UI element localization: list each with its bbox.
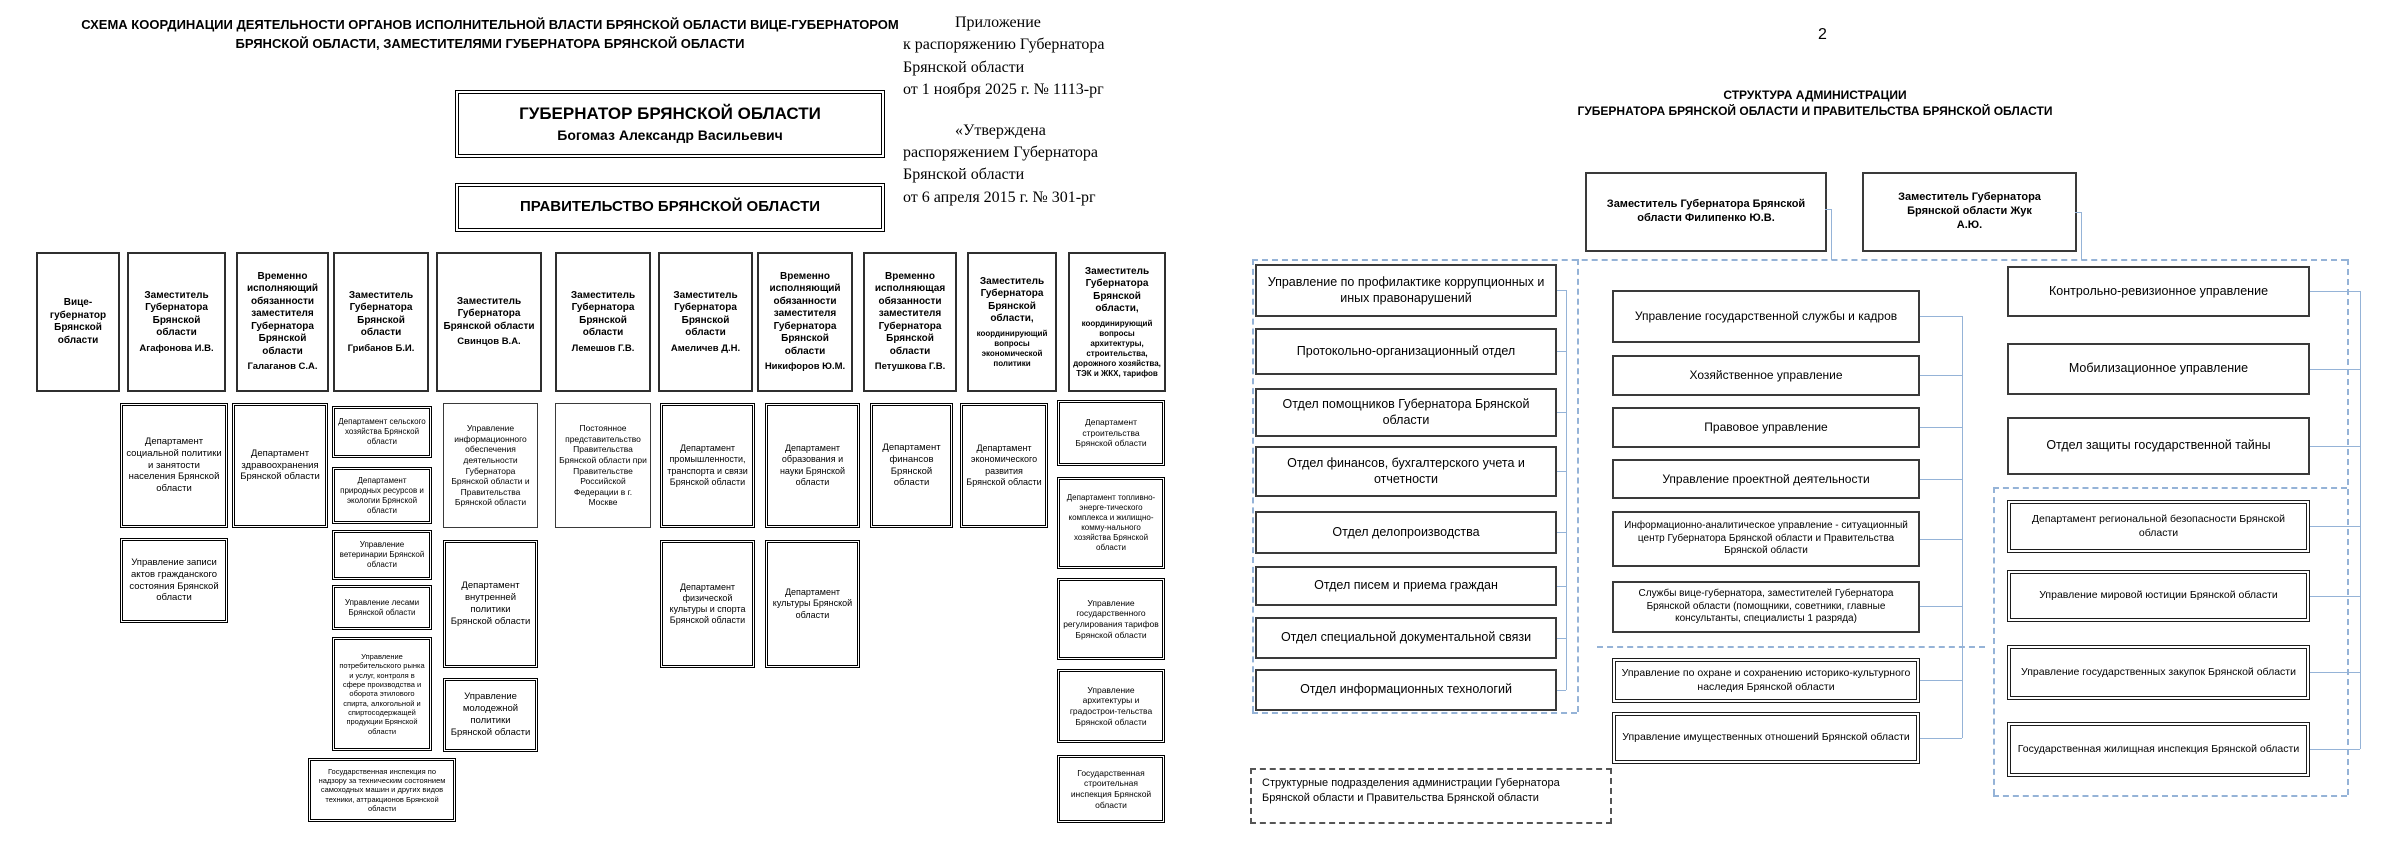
dashed-border-left-column-right — [1577, 259, 1579, 712]
dashed-border-right-column-right — [2347, 259, 2349, 795]
connector-right-spine — [2360, 291, 2361, 749]
unit-housing-inspection: Государственная жилищная инспекция Брянской области — [2007, 722, 2310, 777]
unit-architecture-office: Управление архитектуры и градострои-тельства Брянской области — [1057, 669, 1165, 743]
unit-gostekhnadzor-inspection: Государственная инспекция по надзору за техническим состоянием самоходных машин и других видов техники, аттракционов Брянской области — [308, 758, 456, 822]
unit-regional-security-dept: Департамент региональной безопасности Брянской области — [2007, 500, 2310, 553]
unit-dept-education-science: Департамент образования и науки Брянской области — [765, 403, 860, 528]
unit-dept-finance: Департамент финансов Брянской области — [870, 403, 953, 528]
unit-deputy-services: Службы вице-губернатора, заместителей Губернатора Брянской области (помощники, советники, главные консультанты, специалисты 1 разряда) — [1612, 581, 1920, 633]
connector-stub — [2310, 672, 2360, 673]
unit-dept-social-policy: Департамент социальной политики и занятости населения Брянской области — [120, 403, 228, 528]
connector-left-spine — [1566, 290, 1567, 690]
connector-stub — [2310, 446, 2360, 447]
unit-household-office: Хозяйственное управление — [1612, 355, 1920, 396]
connector-stub — [1557, 351, 1566, 352]
unit-mobilization-office: Мобилизационное управление — [2007, 343, 2310, 395]
unit-anticorruption-office: Управление по профилактике коррупционных и иных правонарушений — [1255, 264, 1557, 317]
dashed-border-middle-column-bottom — [1597, 646, 1985, 648]
unit-letters-department: Отдел писем и приема граждан — [1255, 566, 1557, 606]
deputy-box-vice-governor: Вице-губернатор Брянской области — [36, 252, 120, 392]
connector-stub — [1920, 738, 1962, 739]
unit-records-department: Отдел делопроизводства — [1255, 511, 1557, 554]
unit-dept-industry-transport: Департамент промышленности, транспорта и связи Брянской области — [660, 403, 755, 528]
unit-heritage-protection-office: Управление по охране и сохранению историко-культурного наследия Брянской области — [1612, 658, 1920, 703]
dashed-border-top — [1252, 259, 2347, 261]
deputy-box-filipenko: Заместитель Губернатора Брянской области Филипенко Ю.В. — [1585, 172, 1827, 252]
connector-stub — [1920, 316, 1962, 317]
unit-governor-assistants-department: Отдел помощников Губернатора Брянской области — [1255, 388, 1557, 437]
dashed-border-right-lower-bottom — [1993, 795, 2347, 797]
page1-title: СХЕМА КООРДИНАЦИИ ДЕЯТЕЛЬНОСТИ ОРГАНОВ ИСПОЛНИТЕЛЬНОЙ ВЛАСТИ БРЯНСКОЙ ОБЛАСТИ ВИЦЕ-ГУБЕРНАТОРОМ БРЯНСКОЙ ОБЛАСТИ, ЗАМЕСТИТЕЛЯМИ ГУБЕРНАТОРА БРЯНСКОЙ ОБЛАСТИ — [81, 17, 899, 51]
deputy-box-svintsov: Заместитель Губернатора Брянской области Свинцов В.А. — [436, 252, 542, 392]
unit-state-secret-department: Отдел защиты государственной тайны — [2007, 417, 2310, 475]
unit-special-communication-department: Отдел специальной документальной связи — [1255, 617, 1557, 659]
unit-finance-accounting-department: Отдел финансов, бухгалтерского учета и отчетности — [1255, 446, 1557, 497]
unit-youth-policy-office: Управление молодежной политики Брянской области — [443, 678, 538, 752]
deputy-box-galaganov: Временно исполняющий обязанности заместителя Губернатора Брянской области Галаганов С.А. — [236, 252, 329, 392]
unit-tariff-regulation-office: Управление государственного регулирования тарифов Брянской области — [1057, 578, 1165, 660]
unit-it-department: Отдел информационных технологий — [1255, 669, 1557, 711]
connector-stub — [2310, 291, 2360, 292]
connector-stub — [1920, 680, 1962, 681]
connector-stub — [1557, 532, 1566, 533]
connector-middle-spine — [1962, 316, 1963, 738]
page2-title-line1: СТРУКТУРА АДМИНИСТРАЦИИ — [1723, 88, 1907, 102]
page2-title-line2: ГУБЕРНАТОРА БРЯНСКОЙ ОБЛАСТИ И ПРАВИТЕЛЬСТВА БРЯНСКОЙ ОБЛАСТИ — [1577, 104, 2053, 118]
connector-stub — [1557, 638, 1566, 639]
deputy-box-construction-housing: Заместитель Губернатора Брянской области, координирующий вопросы архитектуры, строительства, дорожного хозяйства, ТЭК и ЖКХ, тарифов — [1068, 252, 1166, 392]
connector-stub — [1557, 290, 1566, 291]
connector-stub — [1557, 471, 1566, 472]
unit-dept-internal-policy: Департамент внутренней политики Брянской области — [443, 540, 538, 668]
connector-filipenko-down — [1831, 209, 1832, 260]
appendix-line: Брянской области — [903, 166, 1025, 184]
deputy-box-petushkova: Временно исполняющая обязанности заместителя Губернатора Брянской области Петушкова Г.В. — [863, 252, 957, 392]
unit-dept-culture: Департамент культуры Брянской области — [765, 540, 860, 668]
connector-stub — [2310, 596, 2360, 597]
appendix-line: к распоряжению Губернатора — [903, 36, 1105, 54]
connector-stub — [1557, 586, 1566, 587]
dashed-border-left-column-bottom — [1252, 712, 1577, 714]
page-number: 2 — [1818, 26, 1827, 43]
deputy-box-amelichev: Заместитель Губернатора Брянской области Амеличев Д.Н. — [658, 252, 753, 392]
appendix-line: от 1 ноября 2025 г. № 1113-рг — [903, 81, 1104, 99]
connector-stub — [1557, 690, 1566, 691]
appendix-line: Брянской области — [903, 58, 1025, 76]
connector-stub — [2310, 369, 2360, 370]
deputy-box-gribanov: Заместитель Губернатора Брянской области Грибанов Б.И. — [333, 252, 429, 392]
unit-protocol-department: Протокольно-организационный отдел — [1255, 328, 1557, 375]
dashed-border-left-column-left — [1252, 259, 1254, 712]
unit-dept-natural-resources: Департамент природных ресурсов и экологии Брянской области — [332, 467, 432, 524]
unit-legal-office: Правовое управление — [1612, 407, 1920, 448]
unit-state-procurement-office: Управление государственных закупок Брянской области — [2007, 645, 2310, 700]
deputy-box-agafonova: Заместитель Губернатора Брянской области Агафонова И.В. — [127, 252, 226, 392]
unit-dept-fuel-energy-housing: Департамент топливно-энерге-тического комплекса и жилищно-комму-нального хозяйства Брянской области — [1057, 477, 1165, 569]
unit-information-support-office: Управление информационного обеспечения деятельности Губернатора Брянской области и Правительства Брянской области — [443, 403, 538, 528]
unit-dept-physical-culture: Департамент физической культуры и спорта Брянской области — [660, 540, 755, 668]
connector-stub — [2310, 749, 2360, 750]
deputy-box-economic-policy: Заместитель Губернатора Брянской области, координирующий вопросы экономической политики — [967, 252, 1057, 392]
unit-dept-construction: Департамент строительства Брянской области — [1057, 400, 1165, 466]
unit-control-audit-office: Контрольно-ревизионное управление — [2007, 266, 2310, 317]
unit-moscow-representation: Постоянное представительство Правительства Брянской области при Правительстве Российской Федерации в г. Москве — [555, 403, 651, 528]
connector-stub — [1920, 375, 1962, 376]
unit-dept-healthcare: Департамент здравоохранения Брянской области — [232, 403, 328, 528]
connector-stub — [1920, 427, 1962, 428]
unit-property-relations-office: Управление имущественных отношений Брянской области — [1612, 712, 1920, 764]
unit-dept-economic-development: Департамент экономического развития Брянской области — [960, 403, 1048, 528]
legend-structural-subdivisions: Структурные подразделения администрации Губернатора Брянской области и Правительства Брянской области — [1250, 768, 1612, 824]
appendix-line: «Утверждена — [955, 121, 1046, 139]
unit-zags-office: Управление записи актов гражданского состояния Брянской области — [120, 538, 228, 623]
dashed-border-right-lower-top — [1993, 487, 2347, 489]
connector-stub — [1920, 539, 1962, 540]
deputy-box-zhuk: Заместитель Губернатора Брянской области Жук А.Ю. — [1862, 172, 2077, 252]
unit-information-analytical-office: Информационно-аналитическое управление - ситуационный центр Губернатора Брянской области и Правительства Брянской области — [1612, 511, 1920, 567]
government-box: ПРАВИТЕЛЬСТВО БРЯНСКОЙ ОБЛАСТИ — [455, 183, 885, 232]
unit-veterinary-office: Управление ветеринарии Брянской области — [332, 530, 432, 580]
unit-construction-inspection: Государственная строительная инспекция Брянской области — [1057, 755, 1165, 823]
appendix-line: Приложение — [955, 14, 1041, 31]
unit-dept-agriculture: Департамент сельского хозяйства Брянской области — [332, 406, 432, 458]
connector-stub — [1920, 606, 1962, 607]
governor-box — [455, 90, 885, 158]
unit-forest-office: Управление лесами Брянской области — [332, 585, 432, 630]
appendix-note — [903, 12, 1198, 209]
appendix-line: от 6 апреля 2015 г. № 301-рг — [903, 188, 1096, 206]
appendix-line: распоряжением Губернатора — [903, 143, 1099, 161]
deputy-box-nikiforov: Временно исполняющий обязанности заместителя Губернатора Брянской области Никифоров Ю.М. — [757, 252, 853, 392]
connector-stub — [1557, 412, 1566, 413]
dashed-border-right-lower-left — [1993, 487, 1995, 795]
unit-project-activity-office: Управление проектной деятельности — [1612, 459, 1920, 499]
unit-civil-service-office: Управление государственной службы и кадров — [1612, 290, 1920, 343]
connector-zhuk-stub — [2075, 212, 2082, 213]
governor-name: Богомаз Александр Васильевич — [557, 127, 783, 144]
governor-title: ГУБЕРНАТОР БРЯНСКОЙ ОБЛАСТИ — [519, 104, 821, 124]
deputy-box-lemeshov: Заместитель Губернатора Брянской области Лемешов Г.В. — [555, 252, 651, 392]
unit-consumer-market-office: Управление потребительского рынка и услуг, контроля в сфере производства и оборота этилового спирта, алкогольной и спиртосодержащей продукции Брянской области — [332, 637, 432, 751]
unit-justice-of-peace-office: Управление мировой юстиции Брянской области — [2007, 570, 2310, 622]
connector-filipenko-stub — [1825, 209, 1832, 210]
connector-zhuk-down — [2081, 212, 2082, 260]
connector-stub — [2310, 526, 2360, 527]
connector-stub — [1920, 479, 1962, 480]
